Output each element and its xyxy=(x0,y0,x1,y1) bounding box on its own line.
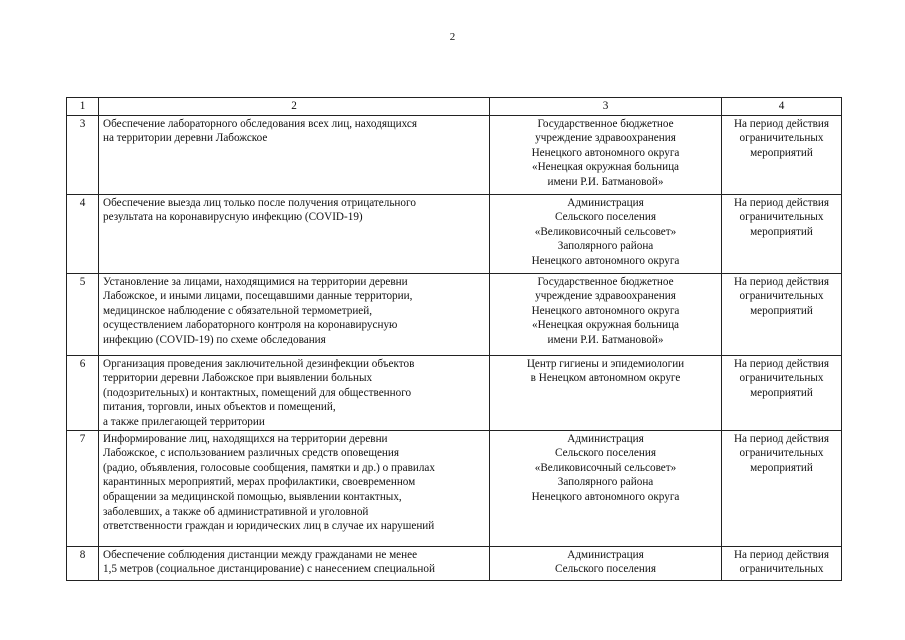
responsible-cell-line: Ненецкого автономного округа xyxy=(531,304,680,317)
page-number: 2 xyxy=(449,31,456,43)
task-cell-line: (подозрительных) и контактных, помещений для общественного xyxy=(103,386,412,399)
responsible-cell-line: Ненецкого автономного округа xyxy=(531,146,680,159)
responsible-cell-line: Сельского поселения xyxy=(555,447,656,460)
task-cell-line: территории деревни Лабожское при выявлении больных xyxy=(103,372,373,385)
task-cell-line: на территории деревни Лабожское xyxy=(103,132,268,145)
responsible-cell-line: Сельского поселения xyxy=(555,563,656,576)
table-row xyxy=(67,430,842,546)
task-cell xyxy=(99,430,490,546)
responsible-cell-line: учреждение здравоохранения xyxy=(535,132,676,145)
responsible-cell-line: имени Р.И. Батмановой» xyxy=(547,175,664,188)
task-cell-line: (радио, объявления, голосовые сообщения, памятки и др.) о правилах xyxy=(103,461,435,474)
period-cell-line: мероприятий xyxy=(750,386,813,399)
responsible-cell-line: Администрация xyxy=(567,548,644,561)
task-cell-line: Обеспечение соблюдения дистанции между гражданами не менее xyxy=(103,548,418,561)
task-cell-line: Информирование лиц, находящихся на территории деревни xyxy=(103,432,388,445)
responsible-cell-line: «Великовисочный сельсовет» xyxy=(534,225,677,238)
period-cell-line: мероприятий xyxy=(750,304,813,317)
responsible-cell-line: в Ненецком автономном округе xyxy=(530,372,681,385)
table-row xyxy=(67,115,842,194)
task-cell-line: медицинское наблюдение с обязательной термометрией, xyxy=(103,304,373,317)
responsible-cell xyxy=(490,355,722,430)
period-cell-line: На период действия xyxy=(733,117,830,130)
task-cell-line: а также прилегающей территории xyxy=(103,415,265,428)
task-cell-line: ответственности граждан и юридических лиц в случае их нарушений xyxy=(103,520,435,533)
responsible-cell-line: Государственное бюджетное xyxy=(537,117,674,130)
period-cell-line: мероприятий xyxy=(750,146,813,159)
task-cell xyxy=(99,546,490,580)
task-cell-line: карантинных мероприятий, мерах профилактики, своевременном xyxy=(103,476,416,489)
task-cell-line: 1,5 метров (социальное дистанцирование) с нанесением специальной xyxy=(103,563,435,576)
responsible-cell-line: Ненецкого автономного округа xyxy=(531,490,680,503)
header-cell: 1 xyxy=(67,98,99,116)
responsible-cell-line: Ненецкого автономного округа xyxy=(531,254,680,267)
task-cell-line: инфекцию (COVID-19) по схеме обследования xyxy=(103,333,326,346)
task-cell-line: питания, торговли, иных объектов и помещений, xyxy=(103,401,336,414)
task-cell-line: осуществлением лабораторного контроля на коронавирусную xyxy=(103,319,398,332)
table-header-row xyxy=(67,98,842,116)
period-cell xyxy=(722,355,842,430)
period-cell-line: мероприятий xyxy=(750,225,813,238)
responsible-cell-line: Администрация xyxy=(567,196,644,209)
table-row xyxy=(67,194,842,273)
period-cell xyxy=(722,273,842,355)
task-cell-line: Лабожское, с использованием различных средств оповещения xyxy=(103,447,400,460)
row-number: 7 xyxy=(67,430,99,546)
row-number: 8 xyxy=(67,546,99,580)
task-cell-line: Лабожское, и иными лицами, посещавшими данные территории, xyxy=(103,290,413,303)
responsible-cell-line: Центр гигиены и эпидемиологии xyxy=(526,357,685,370)
period-cell-line: На период действия xyxy=(733,196,830,209)
responsible-cell xyxy=(490,546,722,580)
row-number: 6 xyxy=(67,355,99,430)
responsible-cell-line: Администрация xyxy=(567,432,644,445)
table-row xyxy=(67,355,842,430)
responsible-cell-line: имени Р.И. Батмановой» xyxy=(547,333,664,346)
period-cell-line: На период действия xyxy=(733,432,830,445)
period-cell-line: ограничительных xyxy=(739,372,824,385)
responsible-cell-line: «Великовисочный сельсовет» xyxy=(534,461,677,474)
period-cell xyxy=(722,194,842,273)
task-cell xyxy=(99,115,490,194)
header-cell: 4 xyxy=(722,98,842,116)
responsible-cell xyxy=(490,430,722,546)
responsible-cell-line: «Ненецкая окружная больница xyxy=(531,161,680,174)
period-cell xyxy=(722,115,842,194)
period-cell-line: На период действия xyxy=(733,275,830,288)
row-number: 5 xyxy=(67,273,99,355)
header-cell: 3 xyxy=(490,98,722,116)
period-cell-line: ограничительных xyxy=(739,563,824,576)
row-number: 3 xyxy=(67,115,99,194)
row-number: 4 xyxy=(67,194,99,273)
table-row xyxy=(67,273,842,355)
period-cell-line: На период действия xyxy=(733,548,830,561)
task-cell-line: результата на коронавирусную инфекцию (COVID-19) xyxy=(103,211,363,224)
task-cell-line: Обеспечение лабораторного обследования всех лиц, находящихся xyxy=(103,117,417,130)
task-cell-line: Установление за лицами, находящимися на территории деревни xyxy=(103,275,408,288)
task-cell xyxy=(99,273,490,355)
table-row xyxy=(67,546,842,580)
responsible-cell-line: Заполярного района xyxy=(557,240,654,253)
measures-table xyxy=(66,97,842,581)
header-cell: 2 xyxy=(99,98,490,116)
period-cell xyxy=(722,546,842,580)
responsible-cell xyxy=(490,273,722,355)
period-cell xyxy=(722,430,842,546)
task-cell xyxy=(99,355,490,430)
period-cell-line: ограничительных xyxy=(739,447,824,460)
responsible-cell-line: Государственное бюджетное xyxy=(537,275,674,288)
task-cell-line: обращении за медицинской помощью, выявлении контактных, xyxy=(103,490,402,503)
task-cell xyxy=(99,194,490,273)
responsible-cell-line: учреждение здравоохранения xyxy=(535,290,676,303)
task-cell-line: Организация проведения заключительной дезинфекции объектов xyxy=(103,357,415,370)
responsible-cell xyxy=(490,194,722,273)
responsible-cell-line: «Ненецкая окружная больница xyxy=(531,319,680,332)
responsible-cell xyxy=(490,115,722,194)
task-cell-line: заболевших, а также об административной и уголовной xyxy=(103,505,369,518)
period-cell-line: ограничительных xyxy=(739,132,824,145)
period-cell-line: мероприятий xyxy=(750,461,813,474)
responsible-cell-line: Заполярного района xyxy=(557,476,654,489)
period-cell-line: ограничительных xyxy=(739,211,824,224)
period-cell-line: На период действия xyxy=(733,357,830,370)
responsible-cell-line: Сельского поселения xyxy=(555,211,656,224)
period-cell-line: ограничительных xyxy=(739,290,824,303)
task-cell-line: Обеспечение выезда лиц только после получения отрицательного xyxy=(103,196,416,209)
